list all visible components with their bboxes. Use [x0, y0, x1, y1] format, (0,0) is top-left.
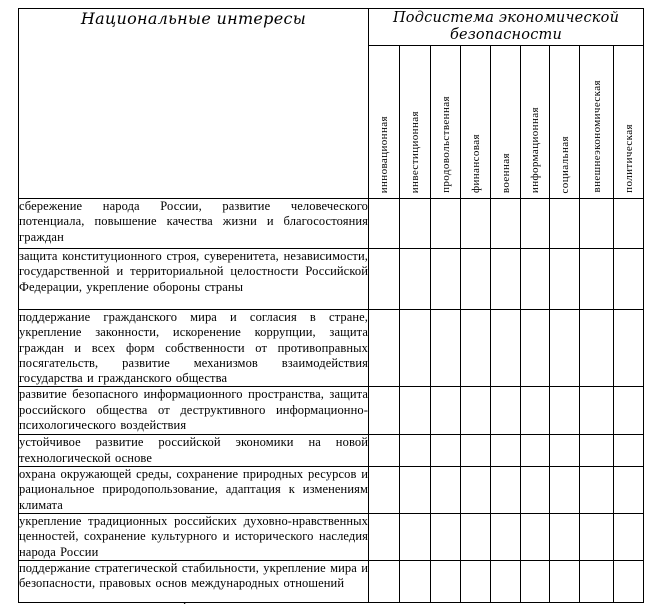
matrix-cell	[550, 387, 580, 435]
matrix-cell	[580, 467, 614, 514]
matrix-cell	[550, 467, 580, 514]
col-header-8	[580, 46, 614, 199]
matrix-cell	[521, 387, 550, 435]
matrix-cell	[580, 435, 614, 467]
matrix-cell	[400, 435, 431, 467]
matrix-cell	[614, 249, 644, 310]
matrix-cell	[461, 435, 491, 467]
matrix-cell	[521, 435, 550, 467]
matrix-cell	[431, 249, 461, 310]
matrix-cell	[461, 387, 491, 435]
table-row	[19, 560, 644, 602]
matrix-cell	[550, 310, 580, 387]
matrix-cell	[580, 514, 614, 561]
matrix-cell	[614, 514, 644, 561]
matrix-cell	[369, 467, 400, 514]
interest-cell: развитие безопасного информационного пространства, защита российского общества от деструктивного информационно-психологического воздействия	[19, 387, 369, 435]
matrix-cell	[369, 560, 400, 602]
col-header-9	[614, 46, 644, 199]
stray-period: .	[183, 592, 187, 605]
matrix-cell	[491, 514, 521, 561]
matrix-cell	[461, 249, 491, 310]
matrix-cell	[614, 199, 644, 249]
matrix-cell	[431, 310, 461, 387]
col-header-label: инвестиционная	[409, 110, 421, 193]
matrix-cell	[369, 514, 400, 561]
matrix-cell	[400, 514, 431, 561]
col-header-label: социальная	[558, 135, 571, 193]
col-header-label: военная	[499, 152, 512, 193]
matrix-cell	[521, 249, 550, 310]
matrix-cell	[491, 387, 521, 435]
interest-cell: сбережение народа России, развитие человеческого потенциала, повышение качества жизни и благосостояния граждан	[19, 199, 369, 249]
col-header-label: инновационная	[378, 115, 390, 193]
col-header-3	[431, 46, 461, 199]
matrix-cell	[550, 199, 580, 249]
matrix-cell	[431, 387, 461, 435]
matrix-cell	[550, 435, 580, 467]
col-header-label: продовольственная	[439, 96, 452, 193]
matrix-cell	[431, 514, 461, 561]
matrix-cell	[461, 310, 491, 387]
matrix-cell	[614, 467, 644, 514]
matrix-cell	[614, 435, 644, 467]
subsystem-header: Подсистема экономической безопасности	[369, 9, 644, 46]
col-header-4	[461, 46, 491, 199]
matrix-cell	[431, 435, 461, 467]
matrix-cell	[369, 249, 400, 310]
matrix-cell	[491, 249, 521, 310]
matrix-cell	[521, 199, 550, 249]
table-row	[19, 435, 644, 467]
table-row	[19, 249, 644, 310]
matrix-cell	[400, 387, 431, 435]
matrix-cell	[580, 560, 614, 602]
matrix-cell	[491, 467, 521, 514]
table-row	[19, 467, 644, 514]
matrix-cell	[580, 249, 614, 310]
matrix-cell	[550, 560, 580, 602]
interest-cell: устойчивое развитие российской экономики на новой технологической основе	[19, 435, 368, 465]
matrix-cell	[521, 467, 550, 514]
interest-cell: поддержание стратегической стабильности, укрепление мира и безопасности, правовых основ международных отношений	[19, 560, 369, 602]
matrix-cell	[461, 467, 491, 514]
col-header-label: информационная	[529, 106, 541, 193]
table-row	[19, 199, 644, 249]
matrix-cell	[369, 199, 400, 249]
interest-cell: укрепление традиционных российских духовно-нравственных ценностей, сохранение культурного и исторического наследия народа России	[19, 514, 368, 559]
matrix-cell	[400, 467, 431, 514]
matrix-cell	[521, 560, 550, 602]
col-header-7	[550, 46, 580, 199]
col-header-6	[521, 46, 550, 199]
matrix-cell	[400, 560, 431, 602]
matrix-cell	[400, 310, 431, 387]
matrix-cell	[580, 387, 614, 435]
table-row	[19, 387, 644, 435]
matrix-cell	[521, 310, 550, 387]
national-interests-header: Национальные интересы	[19, 9, 369, 199]
interest-cell: защита конституционного строя, суверенитета, независимости, государственной и территориальной целостности Российской Федерации, укрепление обороны страны	[19, 249, 369, 310]
interest-cell: охрана окружающей среды, сохранение природных ресурсов и рациональное природопользование, адаптация к изменениям климата	[19, 467, 368, 512]
national-interests-matrix-table	[18, 8, 644, 603]
matrix-cell	[461, 560, 491, 602]
col-header-2	[400, 46, 431, 199]
matrix-cell	[491, 560, 521, 602]
col-header-label: политическая	[622, 124, 635, 193]
col-header-1	[369, 46, 400, 199]
matrix-cell	[550, 514, 580, 561]
matrix-cell	[614, 387, 644, 435]
table-row	[19, 310, 644, 387]
header-row-top	[19, 9, 644, 46]
matrix-cell	[400, 199, 431, 249]
matrix-cell	[400, 249, 431, 310]
matrix-cell	[431, 467, 461, 514]
matrix-cell	[550, 249, 580, 310]
matrix-cell	[491, 435, 521, 467]
matrix-cell	[461, 514, 491, 561]
matrix-cell	[491, 310, 521, 387]
matrix-cell	[580, 310, 614, 387]
matrix-cell	[369, 435, 400, 467]
interest-cell: поддержание гражданского мира и согласия в стране, укрепление законности, искоренение коррупции, защита граждан и всех форм собственности от противоправных посягательств, развитие механизмов взаимодействия государства и гражданского общества	[19, 310, 368, 386]
matrix-cell	[431, 199, 461, 249]
matrix-cell	[431, 560, 461, 602]
matrix-cell	[491, 199, 521, 249]
table-row	[19, 514, 644, 561]
matrix-cell	[461, 199, 491, 249]
matrix-cell	[369, 387, 400, 435]
col-header-label: финансовая	[469, 133, 482, 193]
matrix-cell	[369, 310, 400, 387]
col-header-label: внешнеэкономическая	[590, 80, 603, 193]
matrix-cell	[521, 514, 550, 561]
matrix-cell	[614, 560, 644, 602]
matrix-cell	[580, 199, 614, 249]
col-header-5	[491, 46, 521, 199]
matrix-cell	[614, 310, 644, 387]
